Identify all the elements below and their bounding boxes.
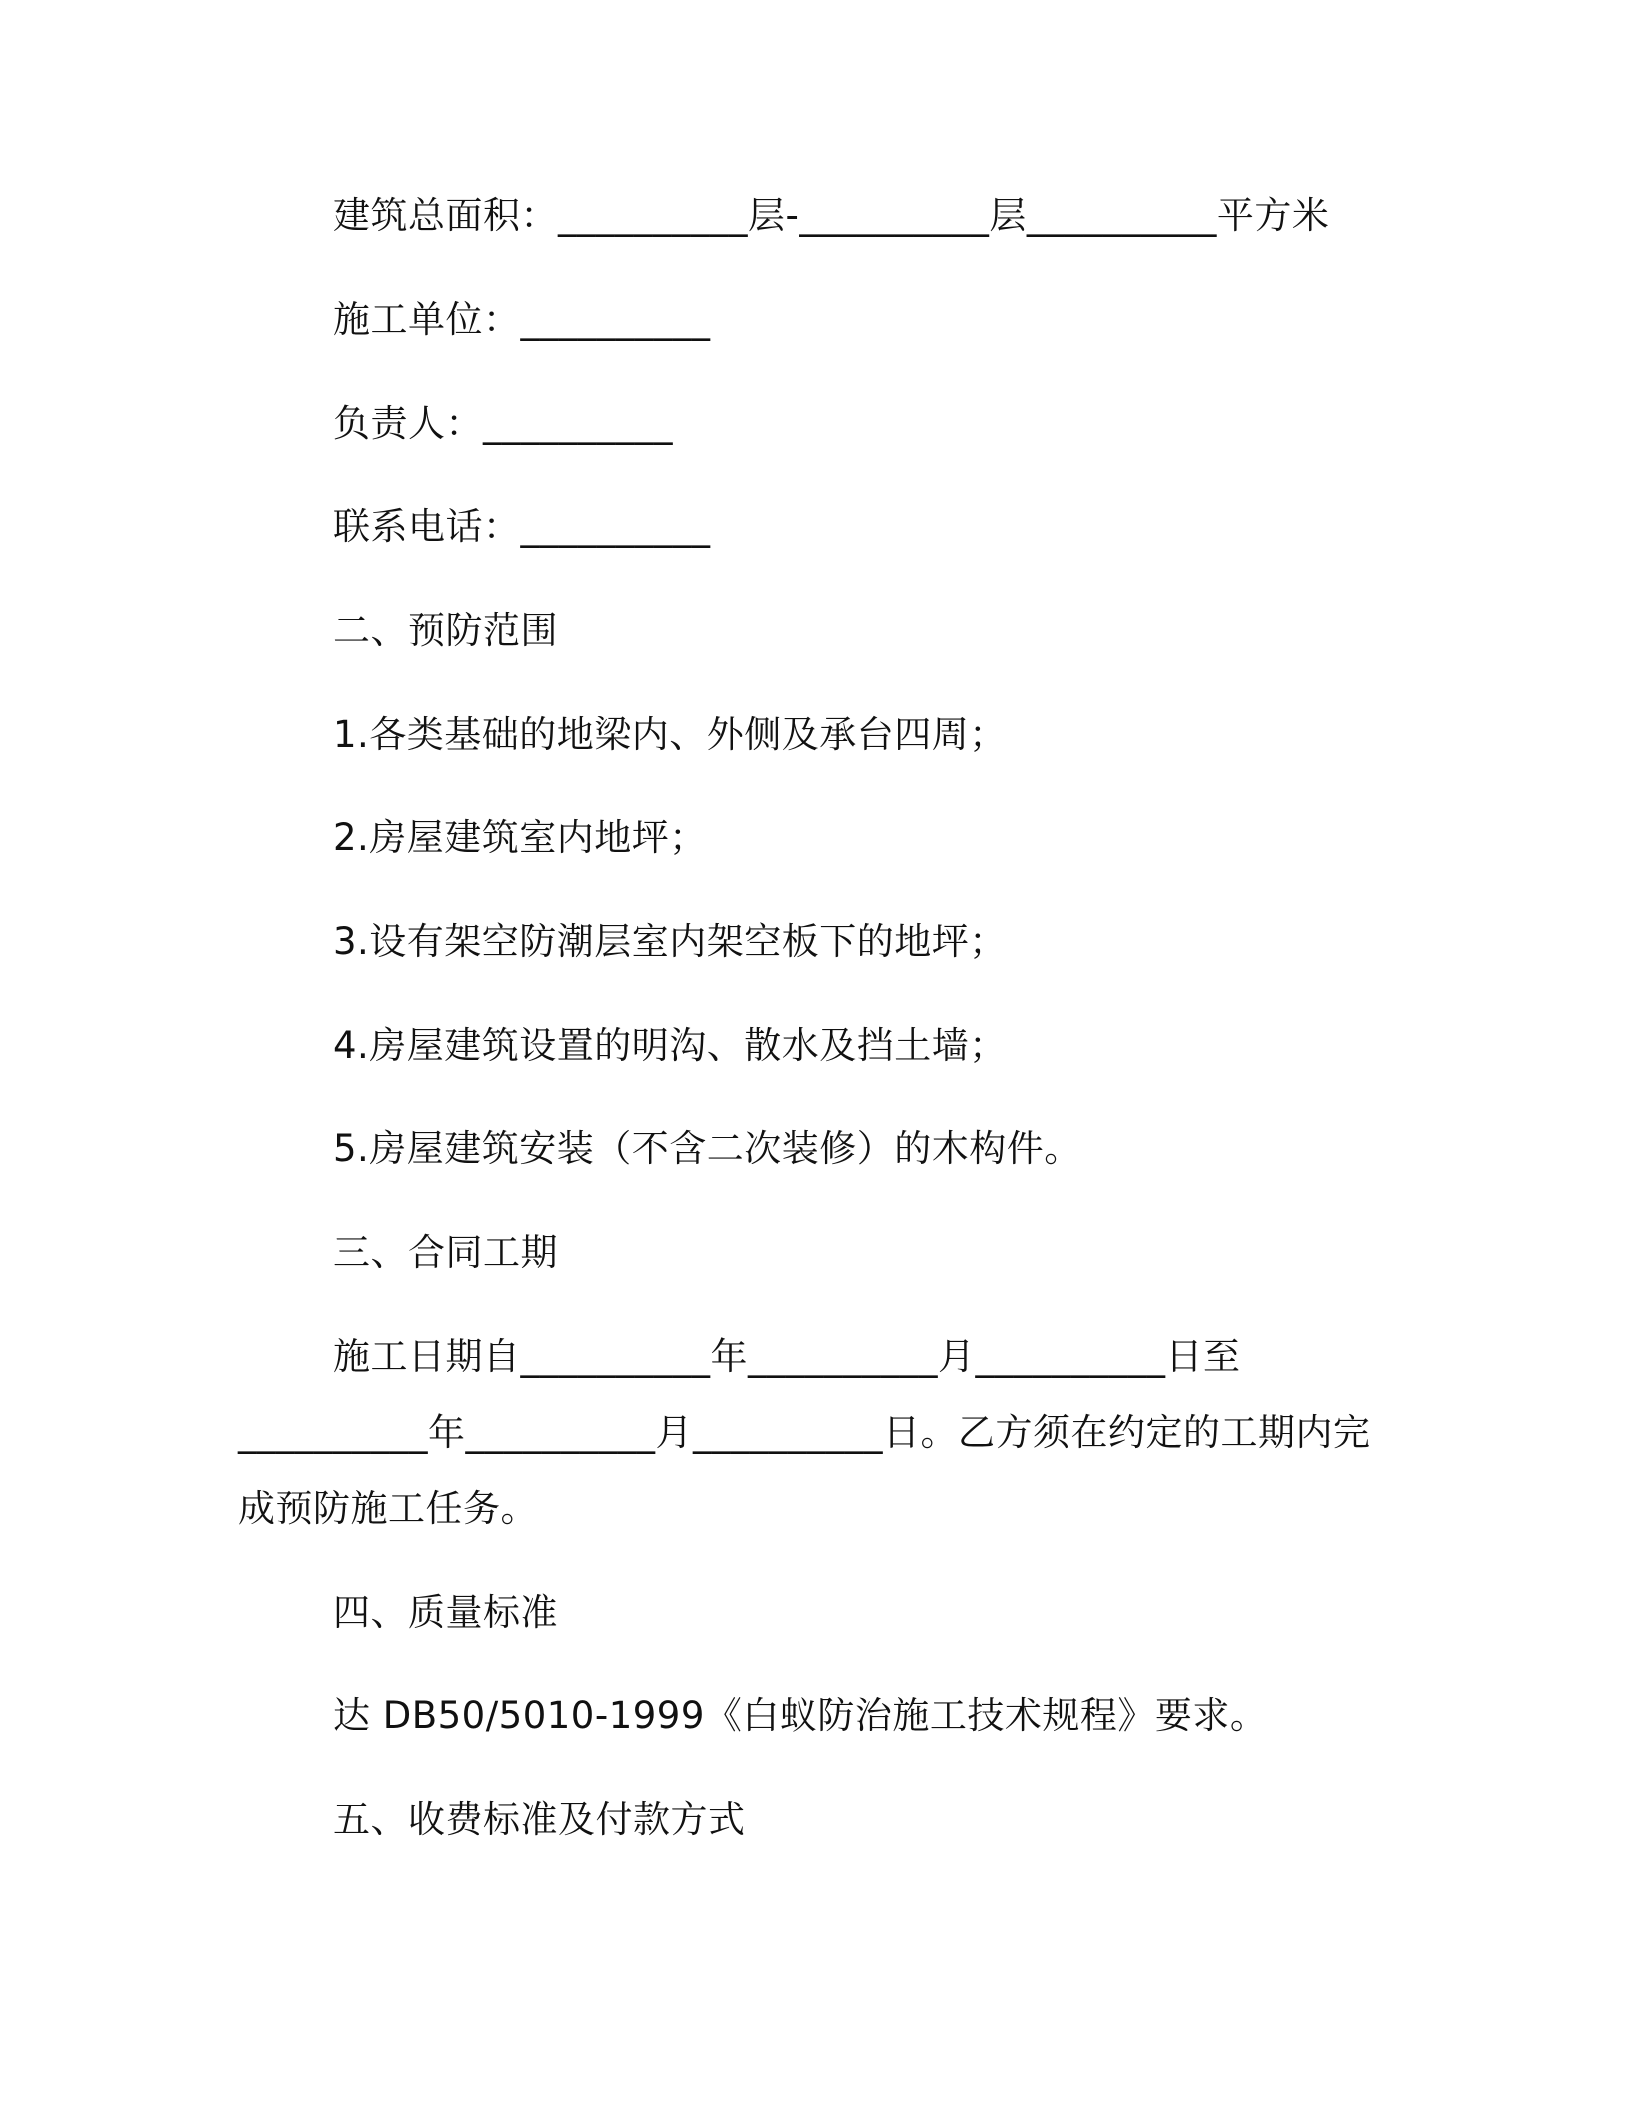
section-heading-fees: 五、收费标准及付款方式 (333, 1798, 746, 1841)
scope-item-3: 3.设有架空防潮层室内架空板下的地坪； (333, 920, 1007, 963)
period-paragraph-line-1: 施工日期自__________年__________月__________日至 (333, 1335, 1241, 1378)
quality-standard-text: 达 DB50/5010-1999《白蚁防治施工技术规程》要求。 (333, 1694, 1268, 1737)
scope-item-2: 2.房屋建筑室内地坪； (333, 816, 707, 859)
construction-unit-line: 施工单位：__________ (333, 298, 711, 341)
period-paragraph-line-2: __________年__________月__________日。乙方须在约定的工期内完 (238, 1411, 1371, 1454)
section-heading-quality: 四、质量标准 (333, 1591, 558, 1634)
period-paragraph-line-3: 成预防施工任务。 (238, 1487, 538, 1530)
scope-item-4: 4.房屋建筑设置的明沟、散水及挡土墙； (333, 1024, 1007, 1067)
total-area-line: 建筑总面积：__________层-__________层__________平方米 (333, 194, 1330, 237)
scope-item-5: 5.房屋建筑安装（不含二次装修）的木构件。 (333, 1127, 1082, 1170)
section-heading-period: 三、合同工期 (333, 1231, 558, 1274)
contact-phone-line: 联系电话：__________ (333, 505, 711, 548)
person-in-charge-line: 负责人：__________ (333, 402, 673, 445)
scope-item-1: 1.各类基础的地梁内、外侧及承台四周； (333, 713, 1007, 756)
section-heading-scope: 二、预防范围 (333, 609, 558, 652)
